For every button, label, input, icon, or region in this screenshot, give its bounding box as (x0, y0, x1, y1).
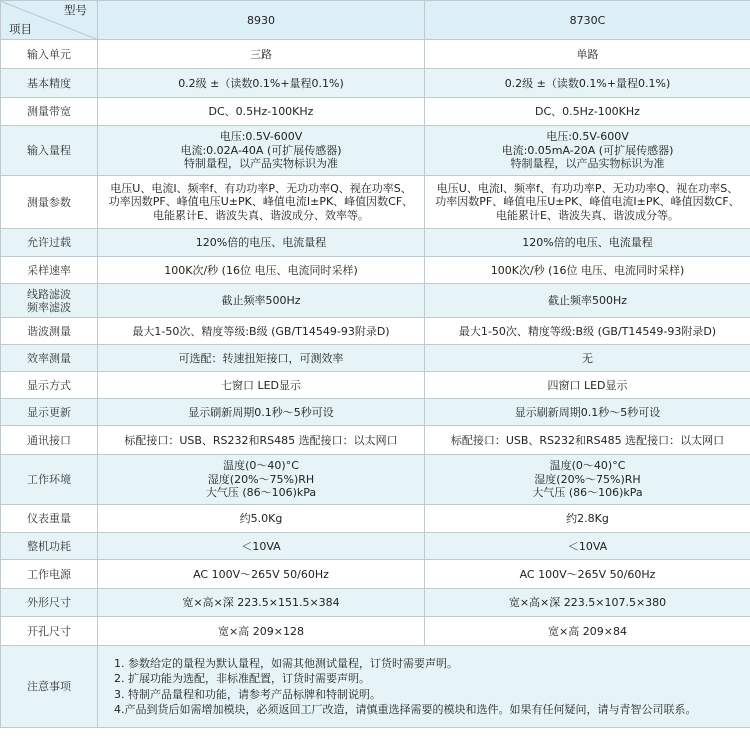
spec-value-line: 三路 (250, 47, 272, 61)
spec-label: 工作电源 (1, 560, 98, 589)
note-line: 4.产品到货后如需增加模块，必须返回工厂改造，请慎重选择需要的模块和选件。如果有任何疑问，请与青智公司联系。 (114, 703, 697, 716)
model-a-header: 8930 (98, 1, 425, 40)
spec-row (1, 126, 750, 176)
spec-value-model-b (425, 560, 750, 589)
spec-value-line: 电压U、电流I、频率f、有功功率P、无功功率Q、视在功率S、 (110, 181, 412, 195)
corner-item-label: 项目 (9, 22, 32, 36)
spec-value-model-b (425, 229, 750, 257)
corner-model-label: 型号 (64, 3, 87, 17)
spec-label: 测量参数 (1, 176, 98, 229)
spec-value-line: DC、0.5Hz-100KHz (535, 105, 640, 118)
spec-value-model-a (98, 284, 425, 318)
spec-value-model-a (98, 176, 425, 229)
spec-value-line: 0.2级 ±（读数0.1%+量程0.1%) (178, 76, 344, 90)
spec-value-model-a (98, 617, 425, 646)
spec-label: 通讯接口 (1, 426, 98, 455)
spec-value-model-a (98, 257, 425, 284)
spec-row (1, 372, 750, 399)
spec-value-line: 截止频率500Hz (547, 294, 628, 307)
spec-value-model-a (98, 229, 425, 257)
spec-label: 允许过载 (1, 229, 98, 257)
notes-row (1, 646, 750, 728)
spec-value-line: 湿度(20%～75%)RH (534, 472, 641, 486)
note-line: 1. 参数给定的量程为默认量程，如需其他测试量程，订货时需要声明。 (114, 656, 458, 670)
spec-value-line: DC、0.5Hz-100KHz (208, 105, 314, 118)
spec-row (1, 257, 750, 284)
spec-label: 效率测量 (1, 345, 98, 372)
spec-row (1, 176, 750, 229)
spec-value-model-a (98, 98, 425, 126)
spec-row (1, 345, 750, 372)
spec-value-model-a (98, 399, 425, 426)
spec-value-model-b (425, 399, 750, 426)
spec-row (1, 533, 750, 560)
spec-value-model-a (98, 345, 425, 372)
spec-value-line: 显示刷新周期0.1秒～5秒可设 (188, 405, 334, 419)
spec-value-line: 电能累计E、谐波失真、谐波成分等。 (496, 208, 679, 222)
spec-value-line: 显示刷新周期0.1秒～5秒可设 (514, 405, 661, 419)
spec-row (1, 318, 750, 345)
corner-cell (1, 1, 98, 40)
spec-value-model-b (425, 257, 750, 284)
spec-row (1, 560, 750, 589)
spec-value-line: 单路 (576, 47, 599, 61)
spec-value-line: AC 100V～265V 50/60Hz (193, 567, 329, 581)
model-b-header: 8730C (425, 1, 750, 40)
spec-value-line: 最大1-50次、精度等级:B级 (GB/T14549-93附录D) (132, 324, 390, 338)
spec-value-model-a (98, 560, 425, 589)
spec-value-line: 120%倍的电压、电流量程 (522, 236, 653, 249)
spec-value-line: 电压:0.5V-600V (219, 130, 303, 144)
spec-value-model-b (425, 98, 750, 126)
spec-value-model-a (98, 40, 425, 69)
spec-row (1, 229, 750, 257)
spec-value-model-a (98, 126, 425, 176)
spec-value-line: 大气压 (86～106)kPa (532, 486, 643, 500)
spec-label: 显示更新 (1, 399, 98, 426)
spec-value-line: 电流:0.05mA-20A (可扩展传感器) (501, 143, 674, 157)
spec-row (1, 40, 750, 69)
spec-value-model-b (425, 426, 750, 455)
spec-label: 开孔尺寸 (1, 617, 98, 646)
spec-value-model-b (425, 345, 750, 372)
spec-value-line: 特制量程，以产品实物标识为准 (184, 157, 338, 171)
spec-value-line: 约5.0Kg (239, 512, 283, 525)
spec-value-line: AC 100V～265V 50/60Hz (519, 567, 656, 581)
spec-value-line: 标配接口：USB、RS232和RS485 选配接口：以太网口 (124, 433, 398, 447)
spec-value-model-b (425, 455, 750, 505)
spec-value-line: 湿度(20%～75%)RH (207, 472, 315, 486)
spec-label: 输入单元 (1, 40, 98, 69)
spec-value-line: 七窗口 LED显示 (220, 378, 302, 392)
spec-value-line: 100K次/秒 (16位 电压、电流同时采样) (490, 263, 685, 277)
spec-row (1, 399, 750, 426)
spec-value-line: 大气压 (86～106)kPa (205, 486, 317, 500)
spec-value-model-b (425, 126, 750, 176)
spec-value-line: 0.2级 ±（读数0.1%+量程0.1%) (504, 76, 671, 90)
spec-value-line: ＜10VA (567, 539, 608, 553)
spec-label: 外形尺寸 (1, 589, 98, 617)
spec-row (1, 284, 750, 318)
spec-value-line: 宽×高×深 223.5×151.5×384 (182, 596, 340, 609)
spec-value-model-a (98, 589, 425, 617)
spec-body (1, 40, 750, 728)
spec-value-line: 截止频率500Hz (221, 294, 301, 307)
spec-value-line: 特制量程，以产品实物标识为准 (510, 157, 665, 171)
spec-row (1, 69, 750, 98)
spec-label: 显示方式 (1, 372, 98, 399)
spec-label: 基本精度 (1, 69, 98, 98)
spec-value-model-b (425, 176, 750, 229)
spec-value-line: 温度(0～40)°C (223, 459, 299, 473)
header-row (1, 1, 750, 40)
spec-value-model-b (425, 40, 750, 69)
spec-label: 仪表重量 (1, 505, 98, 533)
spec-row (1, 426, 750, 455)
spec-value-line: 四窗口 LED显示 (547, 378, 628, 392)
spec-value-model-a (98, 372, 425, 399)
spec-label-line: 频率滤波 (27, 300, 71, 314)
spec-value-model-a (98, 69, 425, 98)
spec-value-line: 电压:0.5V-600V (546, 130, 629, 144)
spec-label: 测量带宽 (1, 98, 98, 126)
spec-value-model-a (98, 505, 425, 533)
spec-row (1, 505, 750, 533)
note-line: 2. 扩展功能为选配，非标准配置，订货时需要声明。 (114, 672, 370, 685)
spec-value-line: 标配接口：USB、RS232和RS485 选配接口：以太网口 (450, 433, 725, 447)
spec-value-model-a (98, 533, 425, 560)
spec-value-model-b (425, 617, 750, 646)
spec-label: 谐波测量 (1, 318, 98, 345)
spec-row (1, 455, 750, 505)
spec-value-line: 宽×高×深 223.5×107.5×380 (508, 596, 667, 609)
spec-label-line: 线路滤波 (27, 287, 71, 301)
spec-value-model-a (98, 426, 425, 455)
spec-value-model-b (425, 589, 750, 617)
spec-value-model-a (98, 318, 425, 345)
note-line: 3. 特制产品量程和功能，请参考产品标牌和特制说明。 (114, 687, 381, 701)
spec-value-line: 电流:0.02A-40A (可扩展传感器) (180, 143, 342, 157)
spec-row (1, 617, 750, 646)
notes-label: 注意事项 (1, 646, 98, 728)
spec-value-line: 120%倍的电压、电流量程 (195, 236, 327, 249)
spec-value-line: 100K次/秒 (16位 电压、电流同时采样) (164, 263, 358, 277)
spec-label: 输入量程 (1, 126, 98, 176)
spec-value-line: 电压U、电流I、频率f、有功功率P、无功功率Q、视在功率S、 (436, 181, 739, 195)
spec-value-line: 约2.8Kg (566, 512, 609, 525)
spec-value-line: ＜10VA (241, 539, 281, 553)
spec-value-line: 最大1-50次、精度等级:B级 (GB/T14549-93附录D) (458, 324, 717, 338)
spec-label (1, 284, 98, 318)
spec-value-model-b (425, 318, 750, 345)
spec-value-line: 温度(0～40)°C (549, 459, 626, 473)
spec-label: 整机功耗 (1, 533, 98, 560)
spec-value-line: 功率因数PF、峰值电压U±PK、峰值电流I±PK、峰值因数CF、 (435, 195, 740, 209)
spec-value-model-b (425, 533, 750, 560)
spec-value-line: 电能累计E、谐波失真、谐波成分、效率等。 (153, 208, 369, 222)
spec-row (1, 589, 750, 617)
spec-value-model-b (425, 372, 750, 399)
spec-value-line: 可选配：转速扭矩接口，可测效率 (178, 351, 344, 365)
spec-value-line: 功率因数PF、峰值电压U±PK、峰值电流I±PK、峰值因数CF、 (108, 195, 414, 209)
spec-value-model-b (425, 505, 750, 533)
spec-row (1, 98, 750, 126)
spec-value-model-b (425, 284, 750, 318)
spec-value-model-a (98, 455, 425, 505)
notes-content (98, 646, 750, 728)
spec-value-line: 无 (582, 351, 593, 365)
spec-label: 工作环境 (1, 455, 98, 505)
spec-value-line: 宽×高 209×128 (218, 624, 304, 638)
spec-value-model-b (425, 69, 750, 98)
spec-label: 采样速率 (1, 257, 98, 284)
spec-value-line: 宽×高 209×84 (548, 624, 627, 638)
